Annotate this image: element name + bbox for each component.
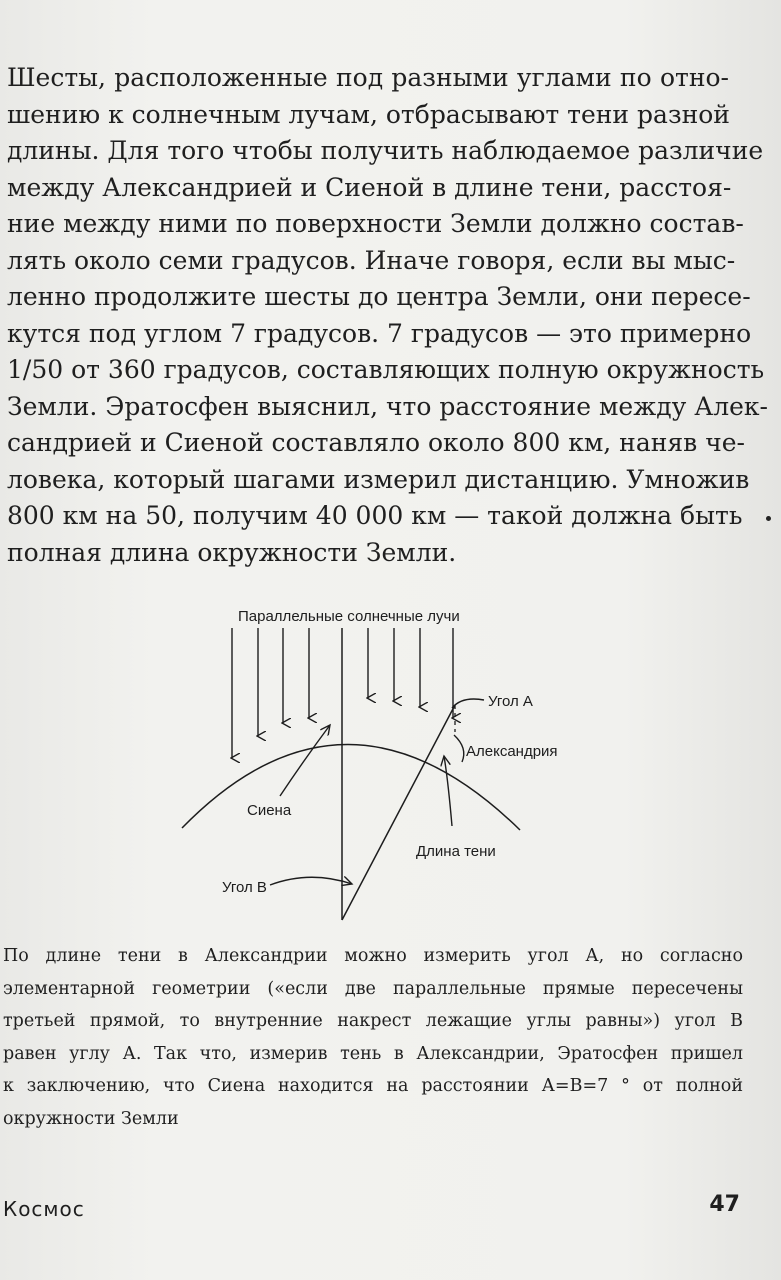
paragraph-line: ловека, который шагами измерил дистанцию. Умножив	[7, 464, 750, 494]
shadow-length-label: Длина тени	[416, 843, 496, 860]
paragraph-line: шению к солнечным лучам, отбрасывают тени разной	[7, 99, 730, 129]
page-number: 47	[709, 1192, 740, 1217]
angle-a-label: Угол А	[488, 693, 533, 710]
paragraph-line: лять около семи градусов. Иначе говоря, если вы мыс-	[7, 245, 736, 275]
paragraph-line: кутся под углом 7 градусов. 7 градусов — это примерно	[7, 318, 752, 348]
eratosthenes-diagram	[170, 600, 570, 935]
syene-label: Сиена	[247, 802, 292, 819]
shadow-pointer	[444, 756, 452, 826]
caption-line: По длине тени в Александрии можно измерить угол А, но согласно	[3, 946, 743, 966]
angle-b-pointer	[270, 877, 352, 885]
paragraph-line: ленно продолжите шесты до центра Земли, они пересе-	[7, 282, 751, 311]
caption-line: элементарной геометрии («если две параллельные прямые пересечены	[3, 978, 743, 999]
paragraph-line: 1/50 от 360 градусов, составляющих полную окружность	[7, 355, 765, 384]
figure-caption	[3, 940, 743, 1135]
ink-dot	[766, 516, 771, 521]
caption-line: равен углу А. Так что, измерив тень в Александрии, Эратосфен пришел	[3, 1043, 743, 1064]
syene-pointer	[280, 725, 330, 796]
rays-label: Параллельные солнечные лучи	[238, 608, 460, 625]
caption-line: к заключению, что Сиена находится на расстоянии А=В=7 ° от полной	[3, 1076, 743, 1096]
paragraph-line: сандрией и Сиеной составляло около 800 км, наняв че-	[7, 428, 745, 457]
paragraph-line: полная длина окружности Земли.	[7, 537, 457, 567]
alexandria-label: Александрия	[466, 743, 558, 760]
alexandria-pointer	[454, 735, 464, 762]
paragraph-line: ние между ними по поверхности Земли должно состав-	[7, 209, 744, 238]
caption-line: третьей прямой, то внутренние накрест лежащие углы равны») угол В	[3, 1011, 743, 1031]
running-footer-section: Космос	[3, 1197, 85, 1221]
angle-a-pointer	[452, 699, 484, 708]
paragraph-line: длины. Для того чтобы получить наблюдаемое различие	[7, 136, 764, 165]
paragraph-line: между Александрией и Сиеной в длине тени, расстоя-	[7, 172, 732, 202]
angle-b-label: Угол В	[222, 879, 267, 896]
paragraph-line: 800 км на 50, получим 40 000 км — такой должна быть	[7, 501, 743, 530]
paragraph-line: Шесты, расположенные под разными углами по отно-	[7, 63, 729, 92]
caption-line: окружности Земли	[3, 1108, 179, 1129]
paragraph-line: Земли. Эратосфен выяснил, что расстояние между Алек-	[7, 391, 768, 421]
alexandria-pole	[342, 705, 455, 920]
main-paragraph	[7, 60, 768, 571]
